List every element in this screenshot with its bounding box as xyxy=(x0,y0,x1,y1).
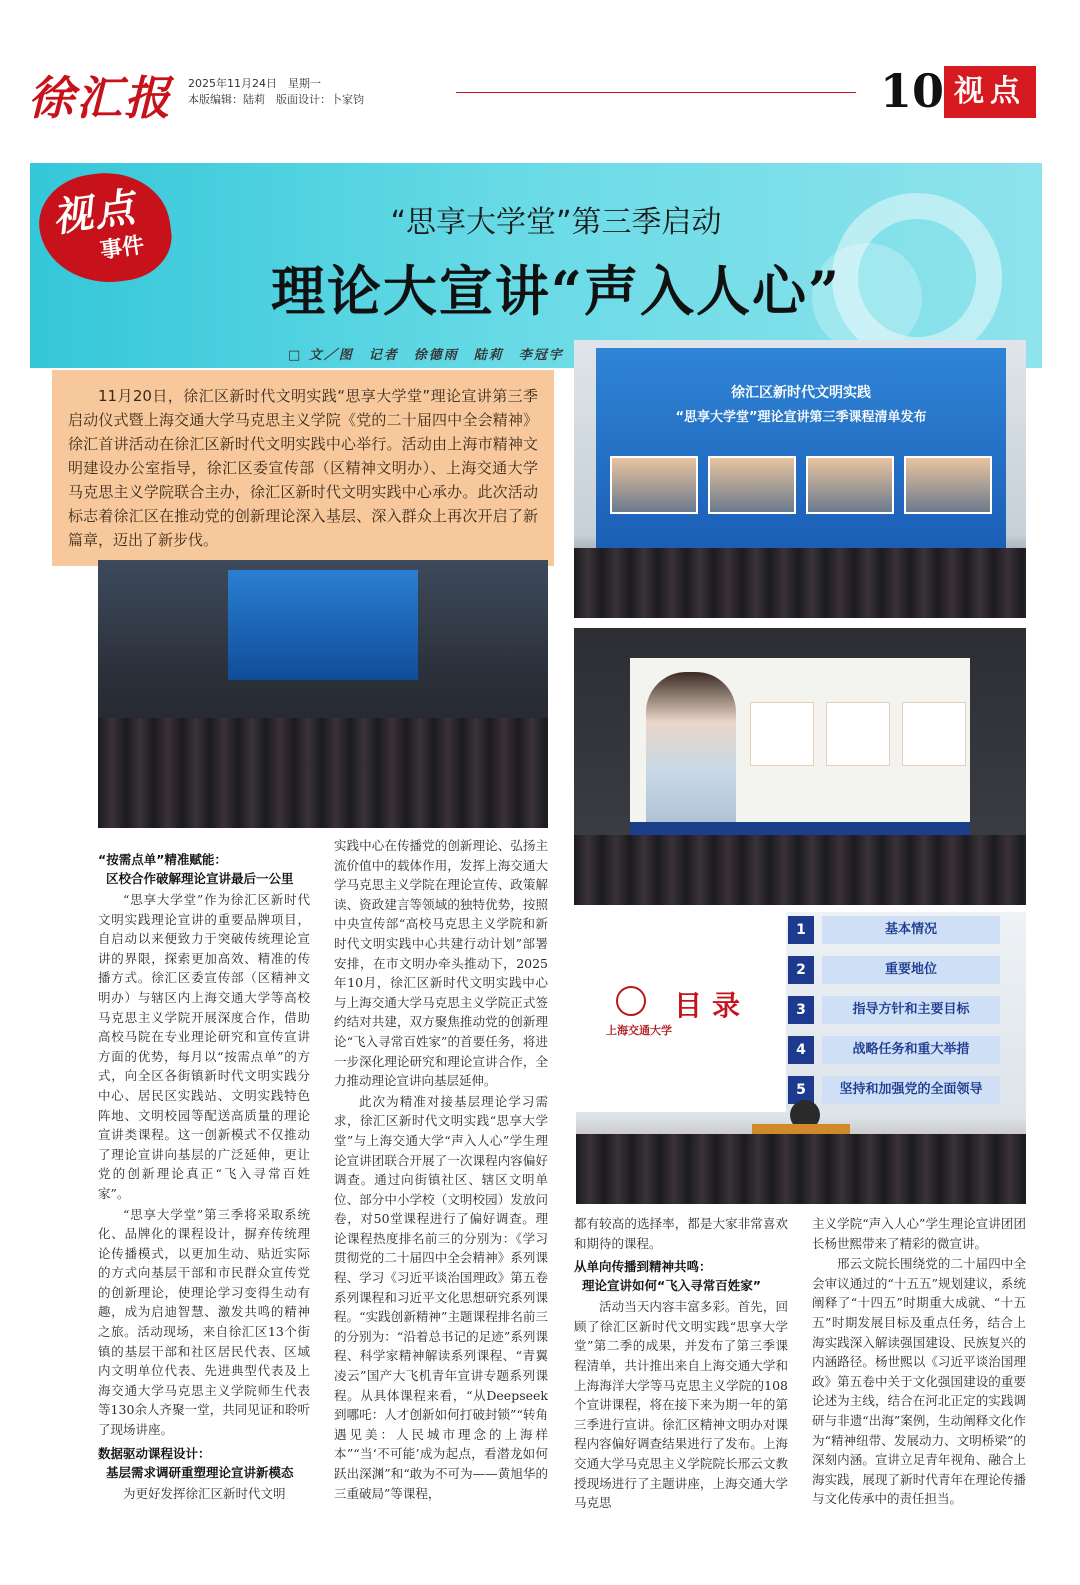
photo-audience xyxy=(574,548,1026,618)
byline: □ 文／图 记者 徐德雨 陆莉 李冠宇 xyxy=(288,348,564,363)
article-column-3 xyxy=(574,1214,788,1514)
section-subhead xyxy=(98,1444,310,1482)
university-seal-icon xyxy=(616,986,646,1016)
photo-release-screen xyxy=(596,348,1006,548)
stamp-sub-text: 事件 xyxy=(98,232,146,264)
toc-item-number: 2 xyxy=(788,956,814,984)
toc-item xyxy=(788,956,1000,984)
article-column-1 xyxy=(98,846,310,1504)
toc-item xyxy=(788,1036,1000,1064)
toc-item xyxy=(788,996,1000,1024)
article-paragraph: 此次为精准对接基层理论学习需求，徐汇区新时代文明实践“思享大学堂”与上海交通大学“声入人心”学生理论宣讲团联合开展了一次课程内容偏好调查。通过向街镇社区、辖区文明单位、部分中小学校（文明校园）发放问卷，对50堂课程进行了偏好调查。理论课程热度排名前三的分别为：《学习贯彻党的二十届四中全会精神》系列课程、学习《习近平谈治国理政》第五卷系列课程和习近平文化思想研究系列课程。“实践创新精神”主题课程排名前三的分别为：“沿着总书记的足迹”系列课程、科学家精神解读系列课程、“青翼凌云”国产大飞机青年宣讲专题系列课程。从具体课程来看，“从Deepseek到哪吒：人才创新如何打破封锁”“转角遇见美：人民城市理念的上海样本”“当‘不可能’成为起点，看潜龙如何跃出深渊”和“敢为不可为——黄旭华的三重破局”等课程， xyxy=(334,1093,548,1501)
photo-stage-screen xyxy=(228,570,418,680)
toc-item xyxy=(788,1076,1000,1104)
photo-audience xyxy=(574,835,1026,905)
subhead-line: 基层需求调研重塑理论宣讲新模态 xyxy=(106,1464,294,1480)
screen-subtitle: “思享大学堂”理论宣讲第三季课程清单发布 xyxy=(675,410,927,425)
photo-course-release xyxy=(574,340,1026,618)
subhead-line: 理论宣讲如何“飞入寻常百姓家” xyxy=(582,1278,761,1294)
article-paragraph: “思享大学堂”第三季将采取系统化、品牌化的课程设计，摒弃传统理论传播模式，以更加生动、贴近实际的方式向基层干部和市民群众宣传党的创新理论，使理论学习变得生动有趣，成为启迪智慧、激发共鸣的精神之旅。活动现场，来自徐汇区13个街镇的基层干部和社区居民代表、区域内文明单位代表、先进典型代表及上海交通大学马克思主义学院师生代表等130余人齐聚一堂，共同见证和聆听了现场讲座。 xyxy=(98,1206,310,1438)
article-paragraph: 为更好发挥徐汇区新时代文明 xyxy=(123,1485,286,1501)
article-paragraph: 主义学院“声入人心”学生理论宣讲团团长杨世熙带来了精彩的微宣讲。 xyxy=(812,1216,1026,1251)
photo-virtual-presenter xyxy=(574,628,1026,905)
headline-banner xyxy=(30,163,1042,368)
toc-item-label: 指导方针和主要目标 xyxy=(822,996,1000,1024)
screen-thumbnail xyxy=(708,456,796,514)
toc-item-number: 4 xyxy=(788,1036,814,1064)
editor-line: 本版编辑：陆莉 版面设计：卜家钧 xyxy=(188,93,364,106)
article-paragraph: 活动当天内容丰富多彩。首先，回顾了徐汇区新时代文明实践“思享大学堂”第二季的成果，并发布了第三季课程清单，共计推出来自上海交通大学和上海海洋大学等马克思主义学院的108个宣讲课程，将在接下来为期一年的第三季进行宣讲。徐汇区精神文明办对课程内容偏好调查结果进行了发布。上海交通大学马克思主义学院院长邢云文教授现场进行了主题讲座，上海交通大学马克思 xyxy=(574,1299,788,1511)
page-number: 10 xyxy=(880,64,945,118)
subhead-line: “按需点单”精准赋能： xyxy=(98,852,227,867)
photo-lecture-hall xyxy=(98,560,548,828)
lead-paragraph: 11月20日，徐汇区新时代文明实践“思享大学堂”理论宣讲第三季启动仪式暨上海交通大学马克思主义学院《党的二十届四中全会精神》徐汇首讲活动在徐汇区新时代文明实践中心举行。活动由上海市精神文明建设办公室指导，徐汇区委宣传部（区精神文明办）、上海交通大学马克思主义学院联合主办，徐汇区新时代文明实践中心承办。此次活动标志着徐汇区在推动党的创新理论深入基层、深入群众上再次开启了新篇章，迈出了新步伐。 xyxy=(68,387,538,549)
screen-title: 徐汇区新时代文明实践 xyxy=(731,385,871,401)
article-column-4 xyxy=(812,1214,1026,1510)
presenter-avatar xyxy=(646,672,736,838)
screen-thumbnail xyxy=(610,456,698,514)
article-paragraph: “思享大学堂”作为徐汇区新时代文明实践理论宣讲的重要品牌项目，自启动以来便致力于突破传统理论宣讲的界限，探索更加高效、精准的传播方式。徐汇区委宣传部（区精神文明办）与辖区内上海交通大学等高校马克思主义学院开展深度合作，借助高校马院在专业理论研究和宣传宣讲方面的优势，每月以“按需点单”的方式，向全区各街镇新时代文明实践分中心、居民区实践站、文明实践特色阵地、文明校园等配送高质量的理论宣讲类课程。这一创新模式不仅推动了理论宣讲向基层的广泛延伸，更让党的创新理论真正“飞入寻常百姓家”。 xyxy=(98,892,310,1201)
toc-item-number: 3 xyxy=(788,996,814,1024)
photo-audience xyxy=(98,718,548,828)
masthead xyxy=(28,62,1052,126)
toc-item xyxy=(788,916,1000,944)
article-paragraph: 实践中心在传播党的创新理论、弘扬主流价值中的载体作用，发挥上海交通大学马克思主义学院在理论宣传、政策解读、资政建言等领域的独特优势，按照中央宣传部“高校马克思主义学院和新时代文明实践中心共建行动计划”部署安排，在市文明办牵头推动下，2025年10月，徐汇区新时代文明实践中心与上海交通大学马克思主义学院正式签约结对共建，双方聚焦推动党的创新理论“飞入寻常百姓家”的首要任务，将进一步深化理论研究和理论宣讲合作，全力推动理论宣讲向基层延伸。 xyxy=(334,838,548,1089)
toc-item-label: 坚持和加强党的全面领导 xyxy=(822,1076,1000,1104)
header-rule xyxy=(456,92,856,93)
university-name: 上海交通大学 xyxy=(606,1024,672,1037)
toc-item-number: 1 xyxy=(788,916,814,944)
date-line: 2025年11月24日 星期一 xyxy=(188,77,321,90)
stamp-main-text: 视点 xyxy=(49,183,140,242)
screen-thumbnail xyxy=(904,456,992,514)
toc-item-label: 基本情况 xyxy=(822,916,1000,944)
screen-thumbnail xyxy=(806,456,894,514)
section-tag: 视点 xyxy=(944,66,1036,118)
toc-item-label: 重要地位 xyxy=(822,956,1000,984)
article-column-2 xyxy=(334,836,548,1504)
subhead-line: 区校合作破解理论宣讲最后一公里 xyxy=(106,871,294,886)
toc-item-label: 战略任务和重大举措 xyxy=(822,1036,1000,1064)
headline-subtitle: “思享大学堂”第三季启动 xyxy=(390,205,722,240)
issue-meta xyxy=(188,76,364,108)
article-paragraph: 邢云文院长围绕党的二十届四中全会审议通过的“十五五”规划建议，系统阐释了“十四五”时期重大成就、“十五五”时期发展目标及重点任务，结合上海实践深入解读强国建设、民族复兴的内涵路径。杨世熙以《习近平谈治国理政》第五卷中关于文化强国建设的重要论述为主线，结合在河北正定的实践调研与非遗“出海”案例，生动阐释文化作为“精神纽带、发展动力、文明桥梁”的深刻内涵。宣讲立足青年视角、融合上海实践，展现了新时代青年在理论传播与文化传承中的责任担当。 xyxy=(812,1256,1026,1507)
newspaper-logo: 徐汇报 xyxy=(28,71,172,125)
toc-item-number: 5 xyxy=(788,1076,814,1104)
screen-card xyxy=(826,702,890,766)
headline-title: 理论大宣讲“声入人心” xyxy=(270,259,842,323)
toc-title: 目录 xyxy=(674,989,751,1022)
photo-lecture-toc xyxy=(576,912,1026,1204)
subhead-line: 数据驱动课程设计： xyxy=(98,1445,211,1461)
lead-paragraph-box xyxy=(52,370,554,566)
subhead-line: 从单向传播到精神共鸣： xyxy=(574,1259,712,1275)
article-paragraph: 都有较高的选择率，都是大家非常喜欢和期待的课程。 xyxy=(574,1216,788,1251)
section-subhead xyxy=(574,1257,788,1295)
screen-card xyxy=(750,702,814,766)
toc-slide-left xyxy=(576,912,786,1112)
photo-audience xyxy=(576,1134,1026,1204)
photo-presenter-screen xyxy=(630,658,970,838)
screen-card xyxy=(902,702,966,766)
section-subhead xyxy=(98,850,310,888)
